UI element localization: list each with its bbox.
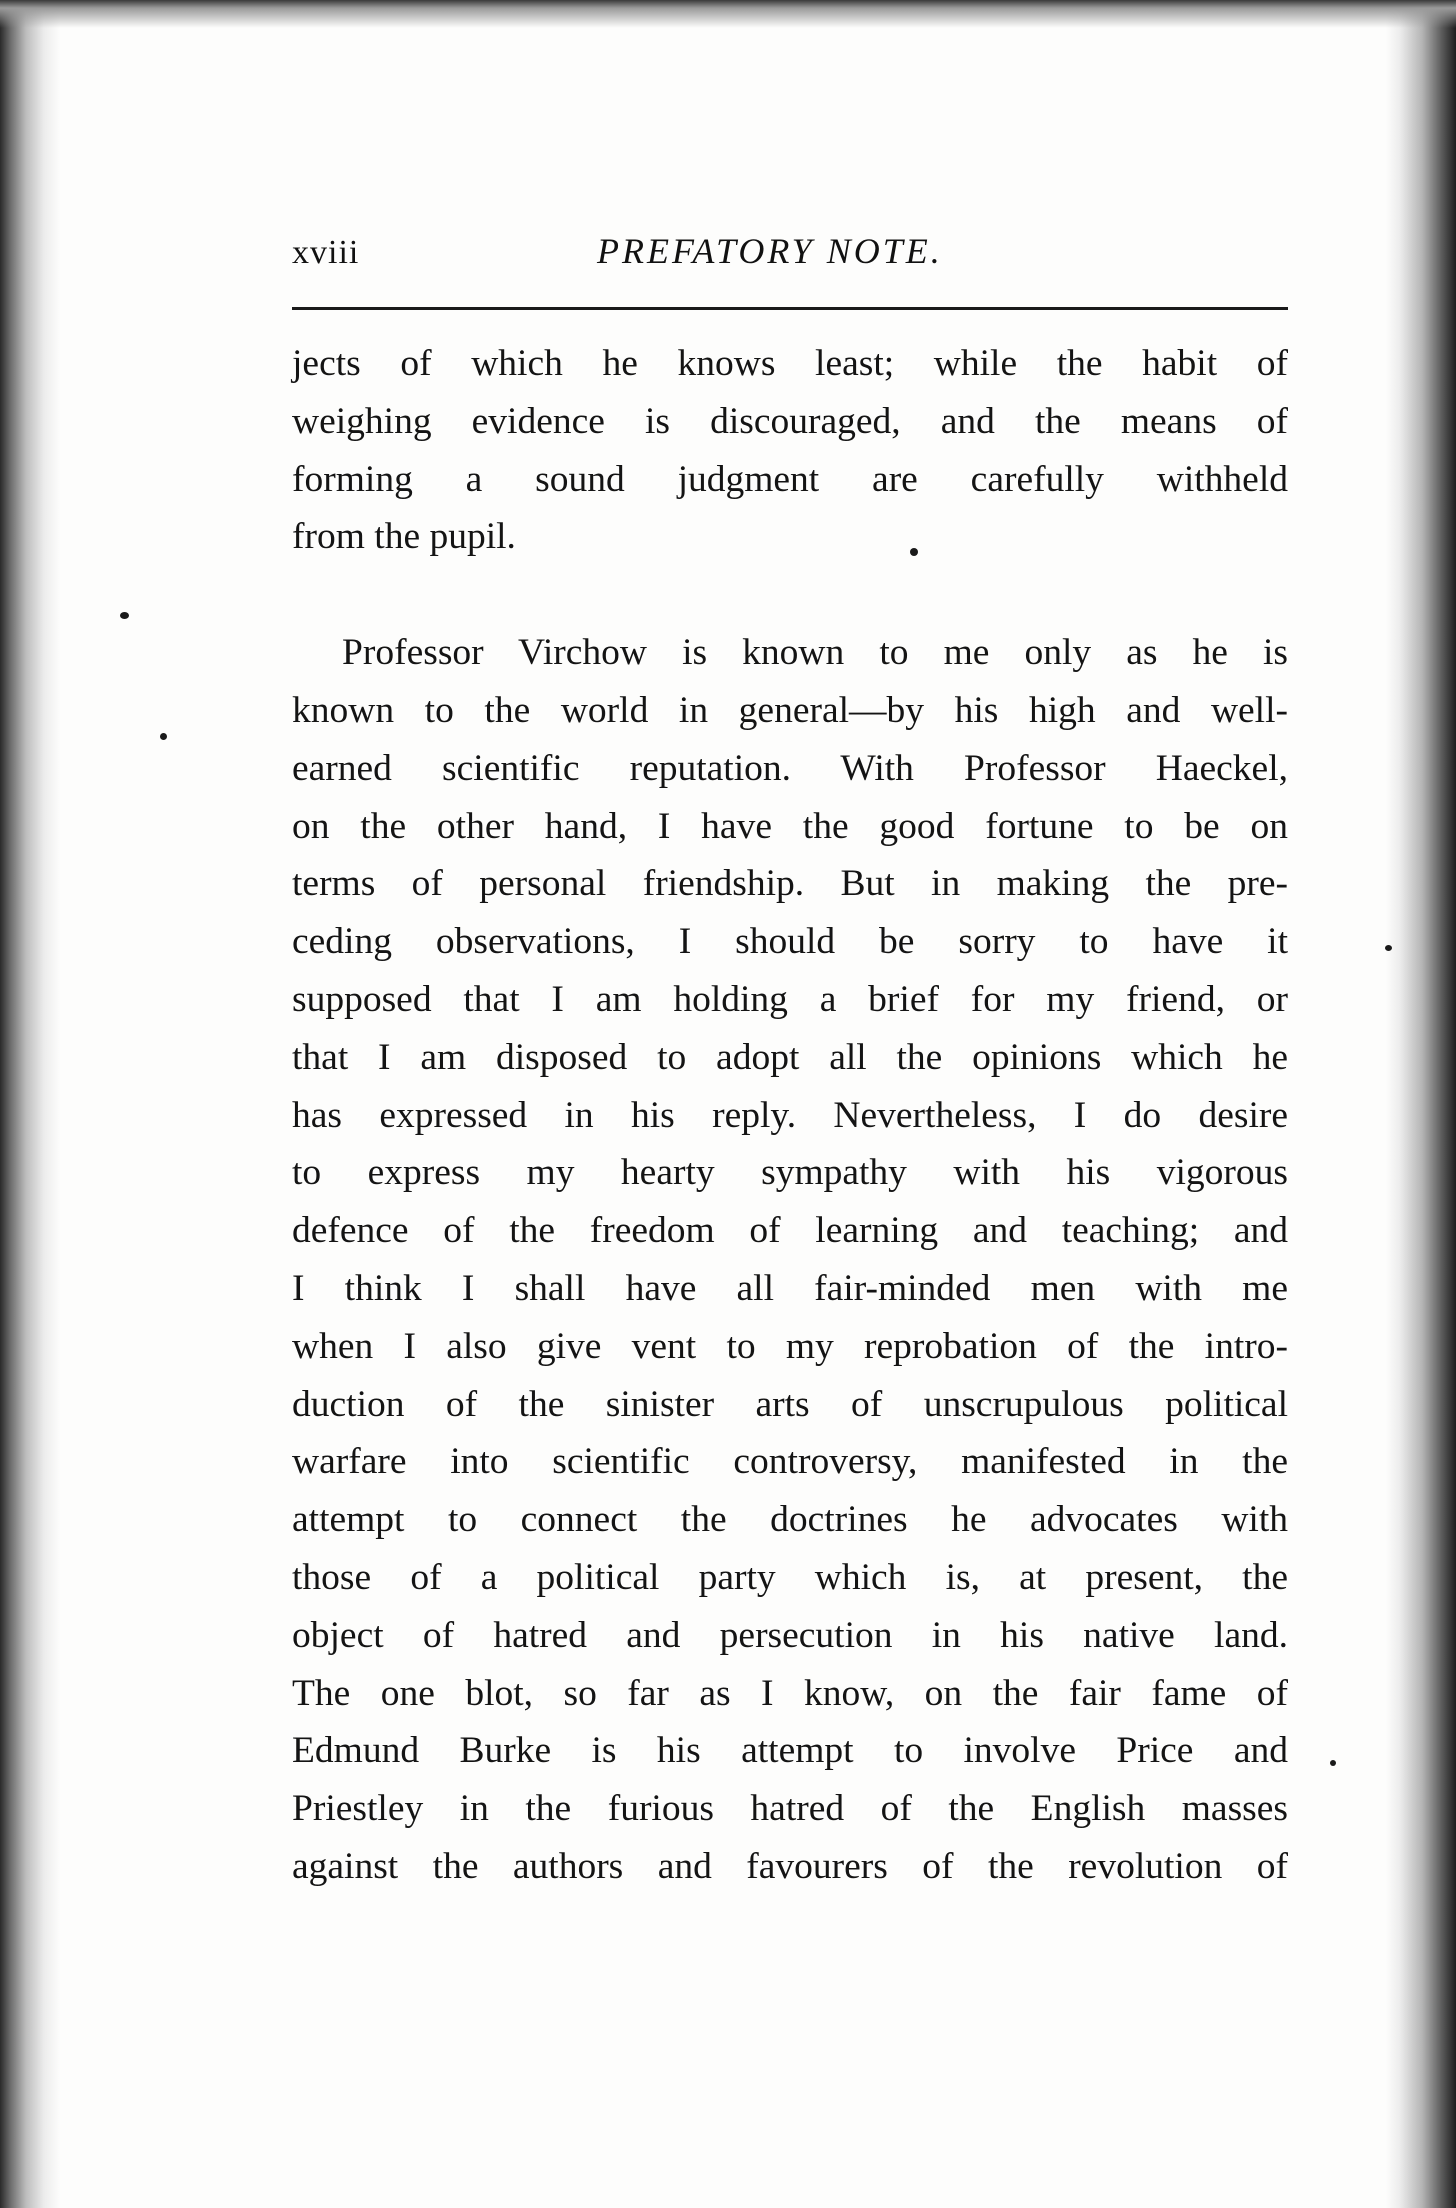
text-line: attempt to connect the doctrines he advocates with — [292, 1499, 1288, 1541]
text-line: those of a political party which is, at present, the — [292, 1556, 1288, 1598]
text-line: object of hatred and persecution in his native land. — [292, 1614, 1288, 1656]
text-line: forming a sound judgment are carefully withheld — [292, 458, 1288, 500]
text-line: I think I shall have all fair-minded men with me — [292, 1267, 1288, 1309]
text-line: jects of which he knows least; while the habit of — [292, 343, 1288, 384]
text-line: earned scientific reputation. With Professor Haeckel, — [292, 747, 1288, 789]
paragraph — [292, 335, 1288, 566]
paragraph-gap — [292, 566, 1288, 624]
text-line: Professor Virchow is known to me only as he is — [342, 632, 1288, 674]
text-line: against the authors and favourers of the revolution of — [292, 1845, 1288, 1887]
scan-speck — [1385, 945, 1392, 951]
paragraph — [292, 624, 1288, 1896]
text-line: on the other hand, I have the good fortune to be on — [292, 805, 1288, 847]
text-line: has expressed in his reply. Nevertheless, I do desire — [292, 1094, 1288, 1136]
scan-speck — [1330, 1760, 1336, 1766]
text-line: defence of the freedom of learning and teaching; and — [292, 1210, 1288, 1252]
text-line: to express my hearty sympathy with his vigorous — [292, 1152, 1288, 1194]
text-line: The one blot, so far as I know, on the fair fame of — [292, 1672, 1288, 1714]
text-line: Edmund Burke is his attempt to involve Price and — [292, 1730, 1288, 1772]
text-line: when I also give vent to my reprobation of the intro- — [292, 1325, 1288, 1367]
text-line: terms of personal friendship. But in making the pre- — [292, 863, 1288, 905]
scan-speck — [160, 733, 167, 740]
text-line: from the pupil. — [292, 516, 516, 558]
page-number: xviii — [292, 234, 360, 271]
page-header — [292, 226, 1288, 286]
body-text — [292, 335, 1288, 1896]
header-rule — [292, 307, 1288, 310]
text-line: ceding observations, I should be sorry to have it — [292, 921, 1288, 963]
text-line: duction of the sinister arts of unscrupulous political — [292, 1383, 1288, 1425]
text-line: supposed that I am holding a brief for my friend, or — [292, 978, 1288, 1020]
page-edge-right — [1386, 0, 1456, 2208]
scan-speck — [120, 612, 129, 619]
text-line: known to the world in general—by his high and well- — [292, 689, 1288, 731]
page-edge-top — [0, 0, 1456, 28]
running-head: PREFATORY NOTE. — [597, 231, 943, 271]
page-edge-left — [0, 0, 60, 2208]
text-line: that I am disposed to adopt all the opinions which he — [292, 1036, 1288, 1078]
text-line: warfare into scientific controversy, manifested in the — [292, 1441, 1288, 1483]
text-line: weighing evidence is discouraged, and the means of — [292, 400, 1288, 442]
text-line: Priestley in the furious hatred of the English masses — [292, 1788, 1288, 1830]
